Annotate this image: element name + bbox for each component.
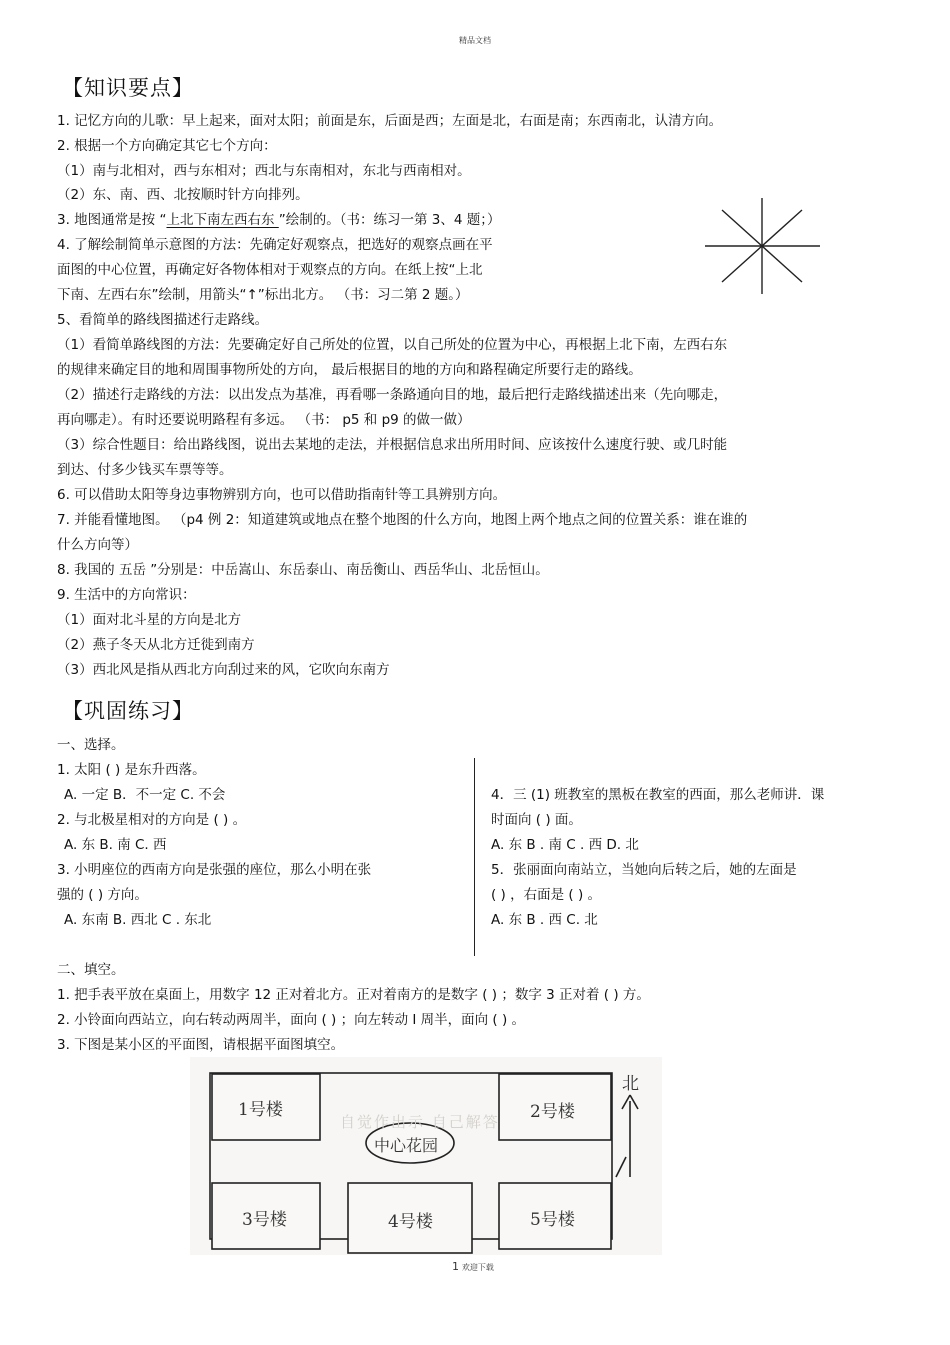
fill-question: 3. 下图是某小区的平面图，请根据平面图填空。 xyxy=(57,1037,345,1053)
knowledge-line: 4. 了解绘制简单示意图的方法：先确定好观察点，把选好的观察点画在平 xyxy=(57,237,493,253)
center-garden-label: 中心花园 xyxy=(374,1136,439,1155)
fill-question: 2. 小铃面向西站立，向右转动两周半，面向 ( ) ；向左转动 I 周半，面向 ( ) 。 xyxy=(57,1012,526,1028)
knowledge-line: 什么方向等） xyxy=(57,537,138,553)
choice-options: A. 东 B. 南 C. 西 xyxy=(64,837,167,853)
choice-question: 时面向 ( ) 面。 xyxy=(491,812,582,828)
building-2-label: 2号楼 xyxy=(530,1102,575,1122)
practice-title: 【巩固练习】 xyxy=(62,699,194,723)
choice-options: A. 东 B . 南 C . 西 D. 北 xyxy=(491,837,639,853)
choice-header: 一、选择。 xyxy=(57,737,125,753)
knowledge-line: （3）综合性题目：给出路线图，说出去某地的走法，并根据信息求出所用时间、应该按什么速度行驶、或几时能 xyxy=(57,437,728,453)
choice-question: 3. 小明座位的西南方向是张强的座位，那么小明在张 xyxy=(57,862,372,878)
knowledge-line: （2）燕子冬天从北方迁徙到南方 xyxy=(57,637,255,653)
knowledge-line: 的规律来确定目的地和周围事物所处的方向， 最后根据目的地的方向和路程确定所要行走的路线。 xyxy=(57,362,642,378)
knowledge-text: ”绘制的。（书：练习一第 3、4 题；） xyxy=(278,212,501,228)
map-watermark: 自觉作出示 自己解答 xyxy=(340,1113,500,1131)
knowledge-line: 面图的中心位置，再确定好各物体相对于观察点的方向。在纸上按“上北 xyxy=(57,262,483,278)
neighborhood-map xyxy=(190,1057,662,1255)
choice-question: ( ) ，右面是 ( ) 。 xyxy=(491,887,602,903)
building-5-label: 5号楼 xyxy=(530,1210,575,1230)
column-divider xyxy=(474,758,475,956)
choice-question: 5．张丽面向南站立，当她向后转之后，她的左面是 xyxy=(491,862,797,878)
knowledge-line: （2）描述行走路线的方法：以出发点为基准，再看哪一条路通向目的地，最后把行走路线描述出来（先向哪走， xyxy=(57,387,728,403)
building-1-label: 1号楼 xyxy=(238,1100,283,1120)
page-header: 精品文档 xyxy=(459,36,491,45)
knowledge-line: （2）东、南、西、北按顺时针方向排列。 xyxy=(57,187,309,203)
knowledge-line: （3）西北风是指从西北方向刮过来的风，它吹向东南方 xyxy=(57,662,390,678)
knowledge-line: （1）面对北斗星的方向是北方 xyxy=(57,612,242,628)
knowledge-line xyxy=(57,211,501,229)
knowledge-line: 5、看简单的路线图描述行走路线。 xyxy=(57,312,269,328)
knowledge-line: 到达、付多少钱买车票等等。 xyxy=(57,462,233,478)
knowledge-line: 8. 我国的 五岳 ”分别是：中岳嵩山、东岳泰山、南岳衡山、西岳华山、北岳恒山。 xyxy=(57,562,549,578)
underlined-rule: 上北下南左西右东 xyxy=(166,212,279,228)
footer-text: 欢迎下载 xyxy=(461,1263,494,1272)
knowledge-text: 3. 地图通常是按 “ xyxy=(57,212,167,228)
choice-question: 1. 太阳 ( ) 是东升西落。 xyxy=(57,762,206,778)
knowledge-line: （1）南与北相对，西与东相对；西北与东南相对，东北与西南相对。 xyxy=(57,163,471,179)
eight-direction-star-icon xyxy=(700,194,826,296)
knowledge-title: 【知识要点】 xyxy=(62,76,194,100)
choice-options: A. 一定 B．不一定 C. 不会 xyxy=(64,787,226,803)
building-3-label: 3号楼 xyxy=(242,1210,287,1230)
knowledge-line: 6. 可以借助太阳等身边事物辨别方向，也可以借助指南针等工具辨别方向。 xyxy=(57,487,507,503)
knowledge-line: 7. 并能看懂地图。 （p4 例 2：知道建筑或地点在整个地图的什么方向，地图上两个地点之间的位置关系：谁在谁的 xyxy=(57,512,748,528)
building-4-label: 4号楼 xyxy=(388,1212,433,1232)
fill-question: 1. 把手表平放在桌面上，用数字 12 正对着北方。正对着南方的是数字 ( ) ；数字 3 正对着 ( ) 方。 xyxy=(57,987,650,1003)
knowledge-line: （1）看简单路线图的方法：先要确定好自己所处的位置，以自己所处的位置为中心，再根据上北下南，左西右东 xyxy=(57,337,728,353)
knowledge-line: 2. 根据一个方向确定其它七个方向： xyxy=(57,138,277,154)
north-label: 北 xyxy=(622,1074,639,1094)
choice-options: A. 东南 B. 西北 C . 东北 xyxy=(64,912,212,928)
choice-options: A. 东 B . 西 C. 北 xyxy=(491,912,598,928)
fill-header: 二、填空。 xyxy=(57,962,125,978)
choice-question: 4．三 (1) 班教室的黑板在教室的西面，那么老师讲．课 xyxy=(491,787,825,803)
choice-question: 强的 ( ) 方向。 xyxy=(57,887,148,903)
knowledge-line: 9. 生活中的方向常识： xyxy=(57,587,196,603)
page-number: 1 xyxy=(452,1260,459,1273)
choice-question: 2. 与北极星相对的方向是 ( ) 。 xyxy=(57,812,247,828)
knowledge-line: 下南、左西右东”绘制，用箭头“↑”标出北方。 （书：习二第 2 题。） xyxy=(57,287,469,303)
knowledge-line: 1. 记忆方向的儿歌：早上起来，面对太阳；前面是东，后面是西；左面是北，右面是南；东西南北，认清方向。 xyxy=(57,113,723,129)
knowledge-line: 再向哪走）。有时还要说明路程有多远。 （书： p5 和 p9 的做一做） xyxy=(57,412,471,428)
page-footer xyxy=(452,1260,494,1273)
